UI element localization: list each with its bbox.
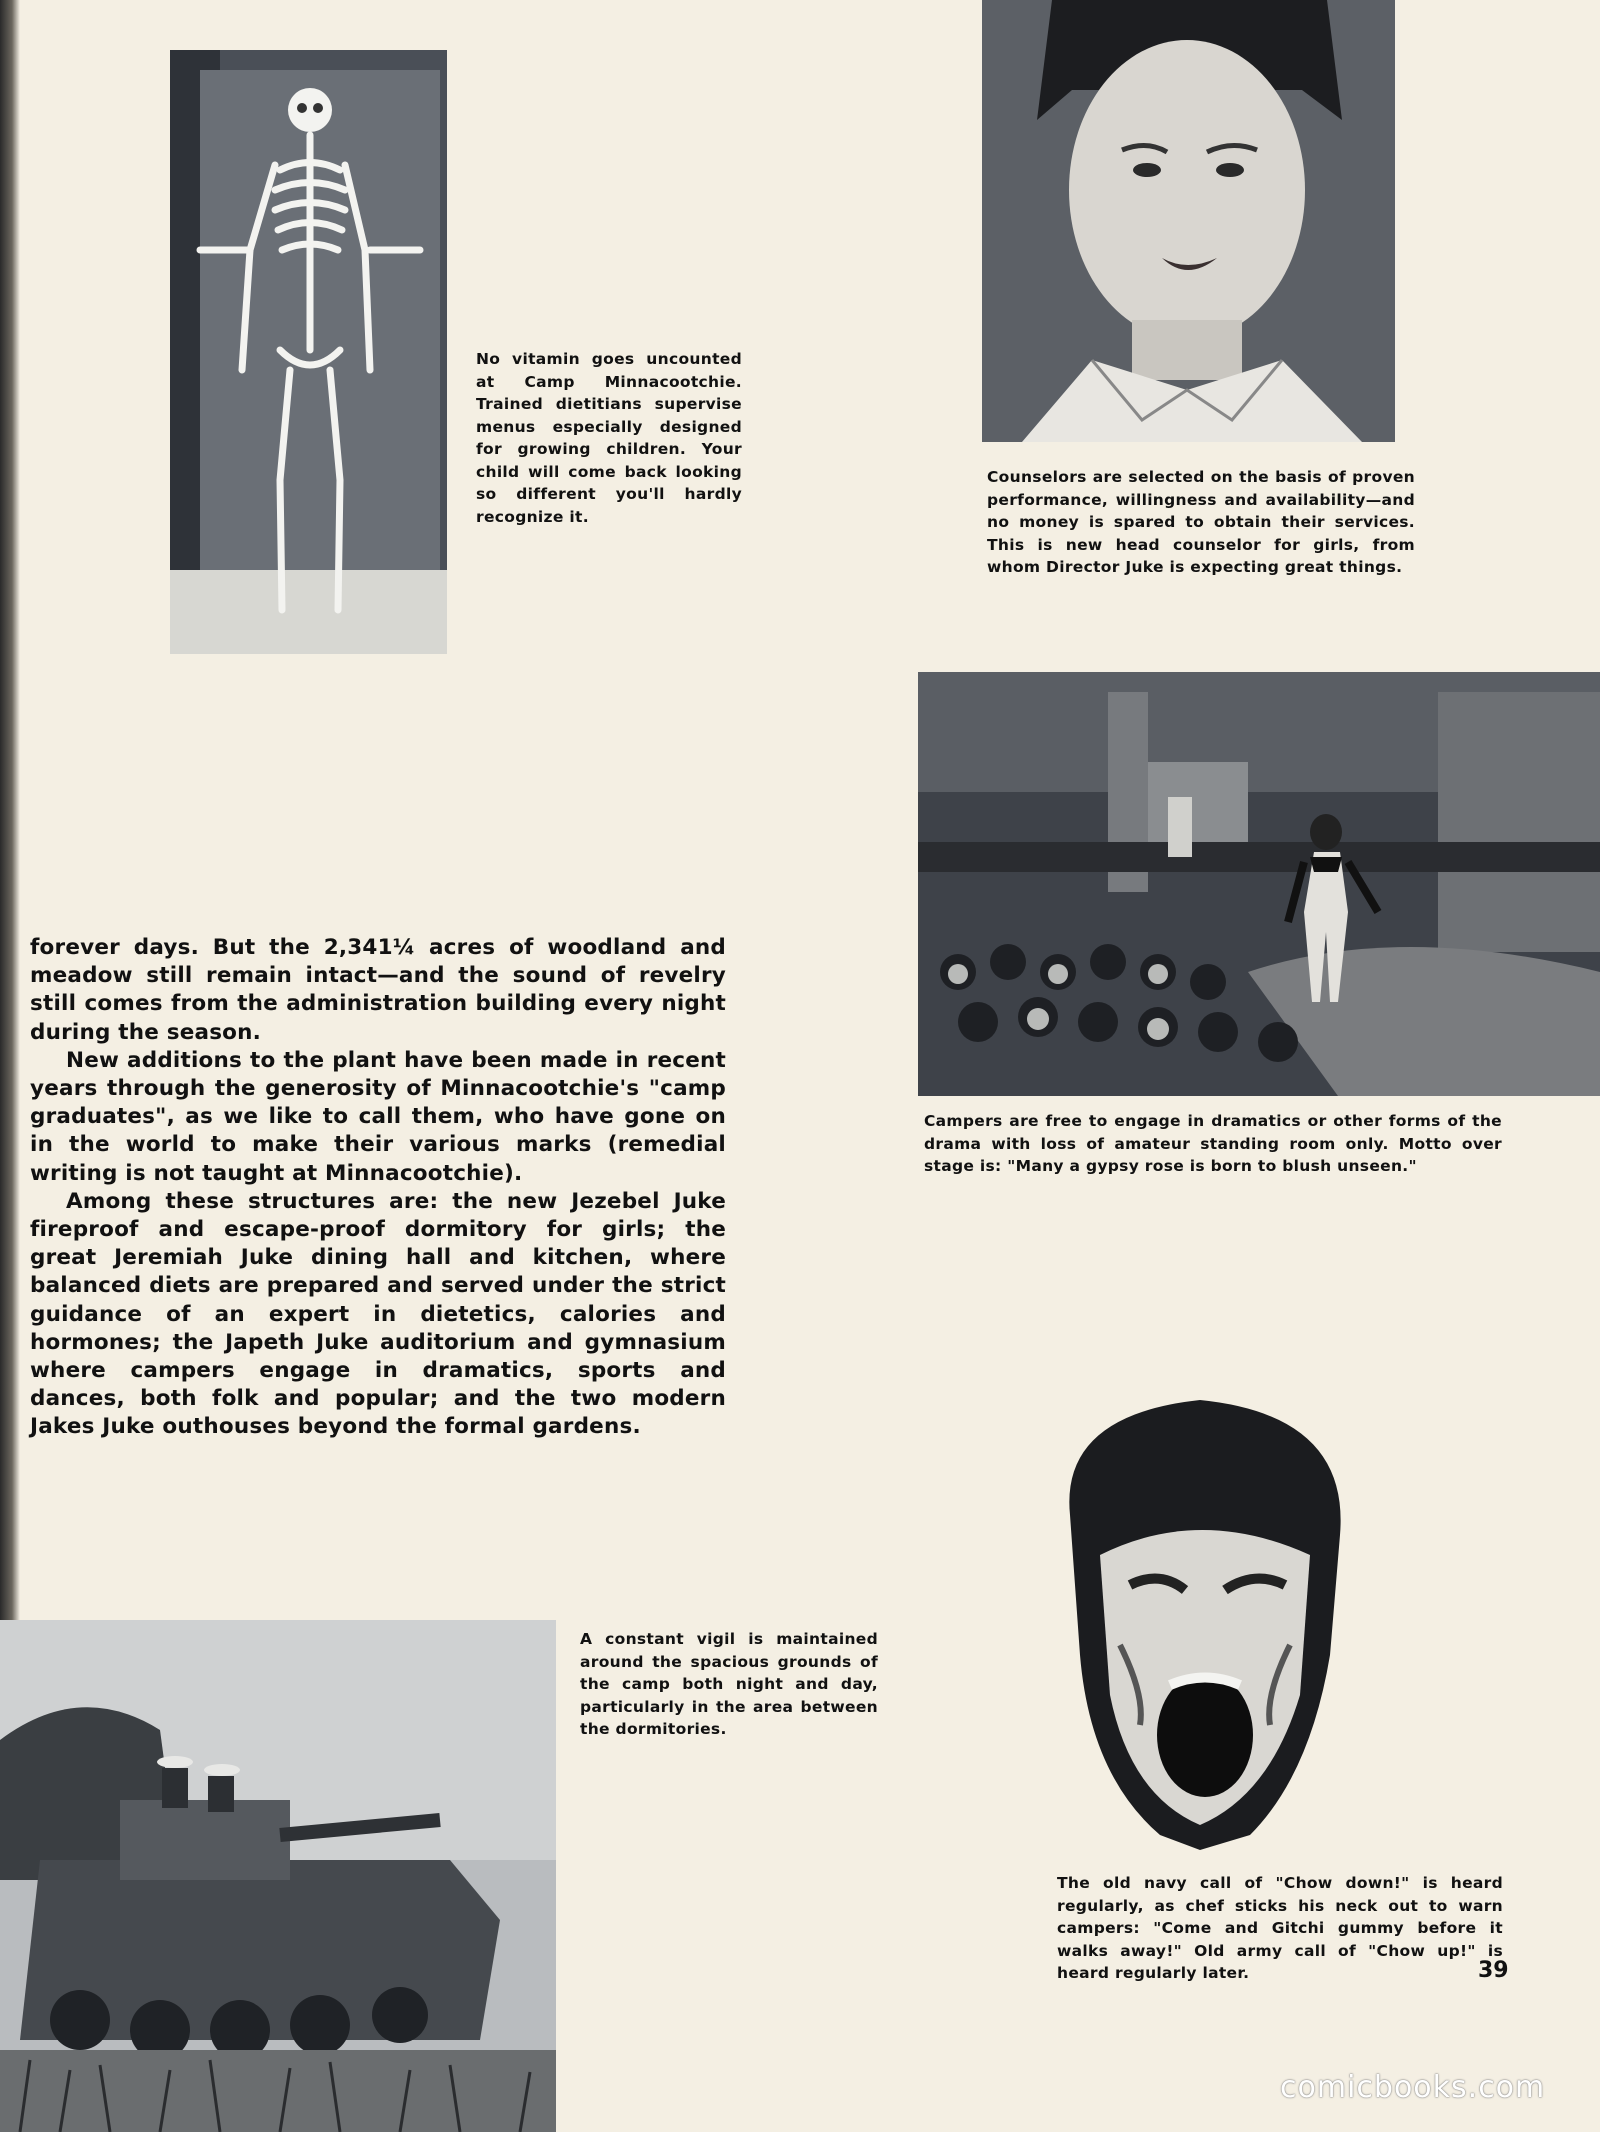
article-paragraph-1: forever days. But the 2,341¼ acres of woodland and meadow still remain intact—and the sound of revelry still comes from the administration building every night during the season. <box>30 935 726 1045</box>
article-body <box>30 934 726 1442</box>
site-watermark: comicbooks.com <box>1280 2070 1546 2105</box>
article-paragraph-2: New additions to the plant have been made in recent years through the generosity of Minnacootchie's "camp graduates", as we like to call them, who have gone on in the world to make their various marks (remedial writing is not taught at Minnacootchie). <box>30 1047 726 1186</box>
page-number: 39 <box>1478 1958 1509 1983</box>
tank-caption: A constant vigil is maintained around the spacious grounds of the camp both night and day, particularly in the area between the dormitories. <box>580 1630 878 1738</box>
article-paragraph-3: Among these structures are: the new Jezebel Juke fireproof and escape-proof dormitory for girls; the great Jeremiah Juke dining hall and kitchen, where balanced diets are prepared and served under the strict guidance of an expert in dietetics, calories and hormones; the Japeth Juke auditorium and gymnasium where campers engage in dramatics, sports and dances, both folk and popular; and the two modern Jakes Juke outhouses beyond the formal gardens. <box>30 1188 726 1440</box>
counselor-photo <box>982 0 1395 442</box>
counselor-caption: Counselors are selected on the basis of proven performance, willingness and availability—and no money is spared to obtain their services. This is new head counselor for girls, from whom Director Juke is expecting great things. <box>987 468 1415 576</box>
chef-photo <box>1050 1395 1360 1855</box>
skeleton-photo <box>170 50 447 654</box>
tank-photo <box>0 1620 556 2132</box>
stage-photo <box>918 672 1600 1096</box>
stage-caption: Campers are free to engage in dramatics or other forms of the drama with loss of amateur standing room only. Motto over stage is: "Many a gypsy rose is born to blush unseen." <box>924 1112 1502 1175</box>
chef-caption: The old navy call of "Chow down!" is heard regularly, as chef sticks his neck out to warn campers: "Come and Gitchi gummy before it walks away!" Old army call of "Chow up!" is heard regularly later. <box>1057 1874 1503 1982</box>
skeleton-caption: No vitamin goes uncounted at Camp Minnacootchie. Trained dietitians supervise menus especially designed for growing children. Your child will come back looking so different you'll hardly recognize it. <box>476 350 742 526</box>
